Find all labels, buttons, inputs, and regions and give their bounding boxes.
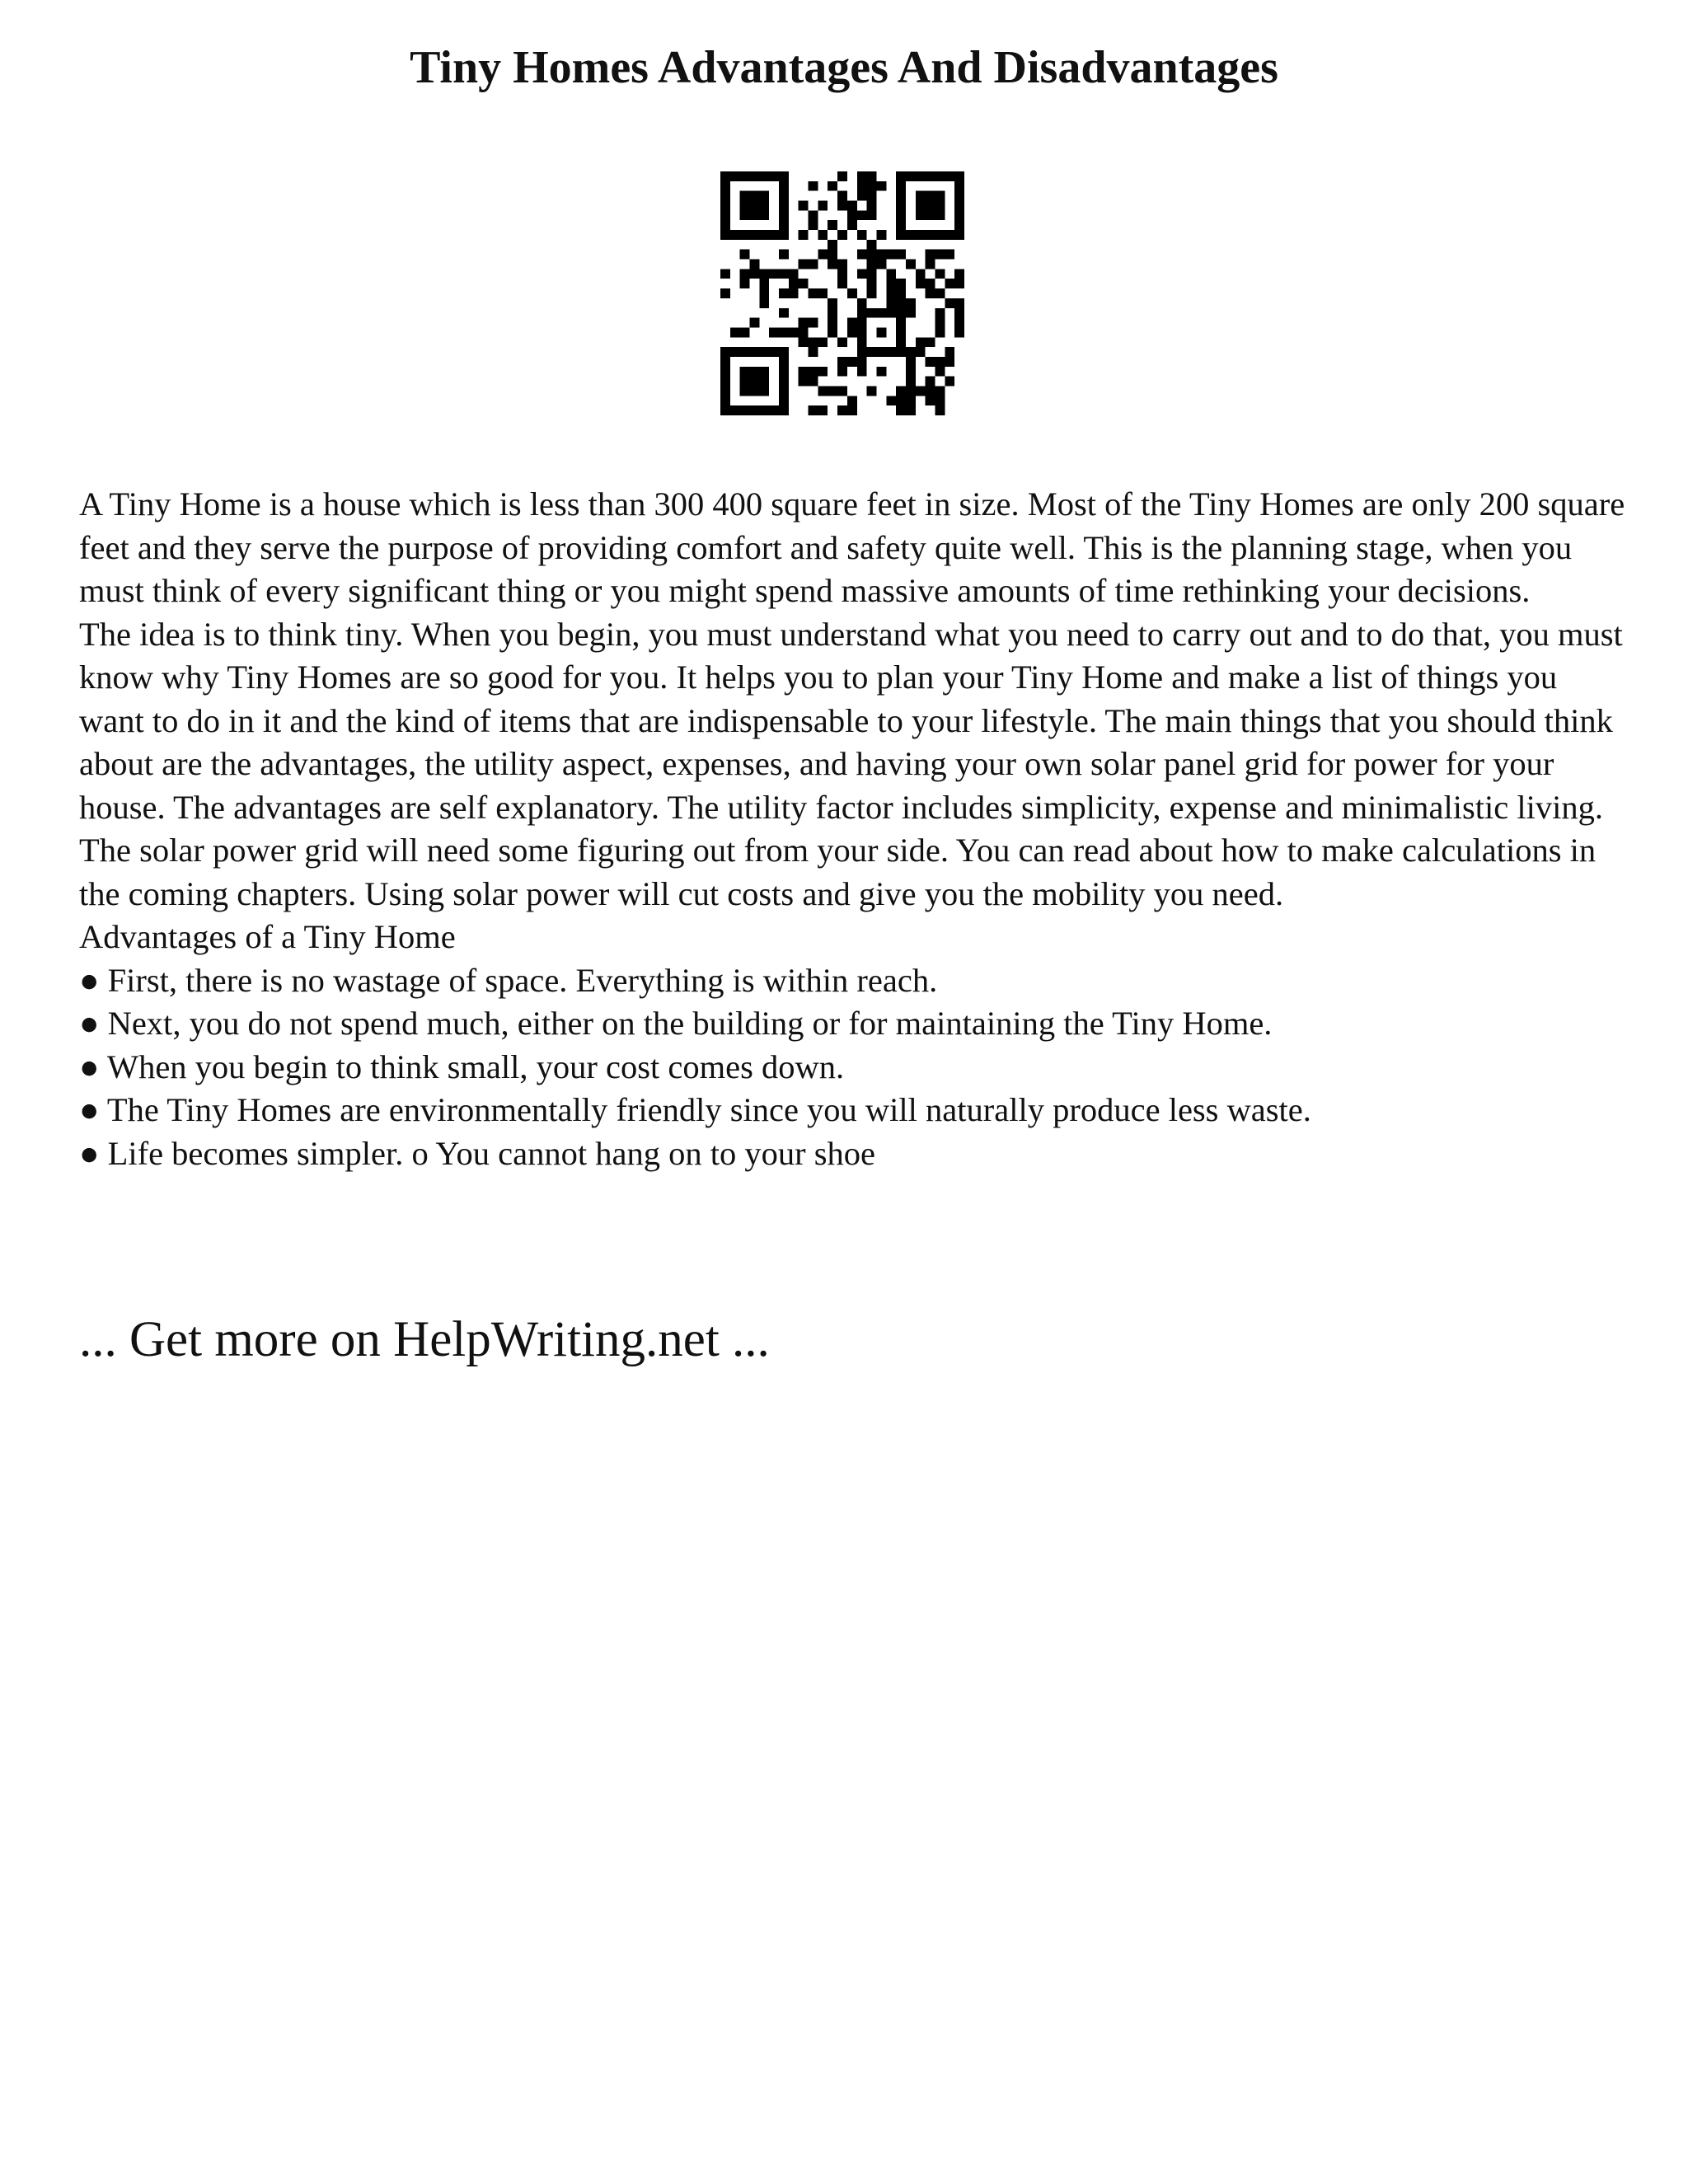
get-more-link[interactable]: ... Get more on HelpWriting.net ... [79, 1312, 770, 1367]
list-item: ● The Tiny Homes are environmentally friendly since you will naturally produce less waste. [79, 1091, 1311, 1128]
list-item: ● When you begin to think small, your cost comes down. [79, 1047, 845, 1085]
list-item: ● Next, you do not spend much, either on the building or for maintaining the Tiny Home. [79, 1005, 1273, 1042]
list-heading: Advantages of a Tiny Home [79, 918, 456, 955]
article-body [79, 483, 1629, 1175]
qr-code-icon [720, 171, 964, 415]
paragraph-think-tiny: The idea is to think tiny. When you begin, you must understand what you need to carry out and to do that, you must know why Tiny Homes are so good for you. It helps you to plan your Tiny Home and make a list of things you want to do in it and the kind of items that are indispensable to your lifestyle. The main things that you should think about are the advantages, the utility aspect, expenses, and having your own solar panel grid for power for your house. The advantages are self explanatory. The utility factor includes simplicity, expense and minimalistic living. The solar power grid will need some figuring out from your side. You can read about how to make calculations in the coming chapters. Using solar power will cut costs and give you the mobility you need. [79, 615, 1623, 912]
list-item: ● Life becomes simpler. o You cannot hang on to your shoe [79, 1134, 875, 1172]
page-title: Tiny Homes Advantages And Disadvantages [410, 42, 1278, 93]
list-item: ● First, there is no wastage of space. Everything is within reach. [79, 961, 938, 999]
advantages-list [79, 959, 1629, 1176]
paragraph-intro: A Tiny Home is a house which is less than 300 400 square feet in size. Most of the Tiny Homes are only 200 square feet and they serve the purpose of providing comfort and safety quite well. This is the planning stage, when you must think of every significant thing or you might spend massive amounts of time rethinking your decisions. [79, 485, 1625, 609]
